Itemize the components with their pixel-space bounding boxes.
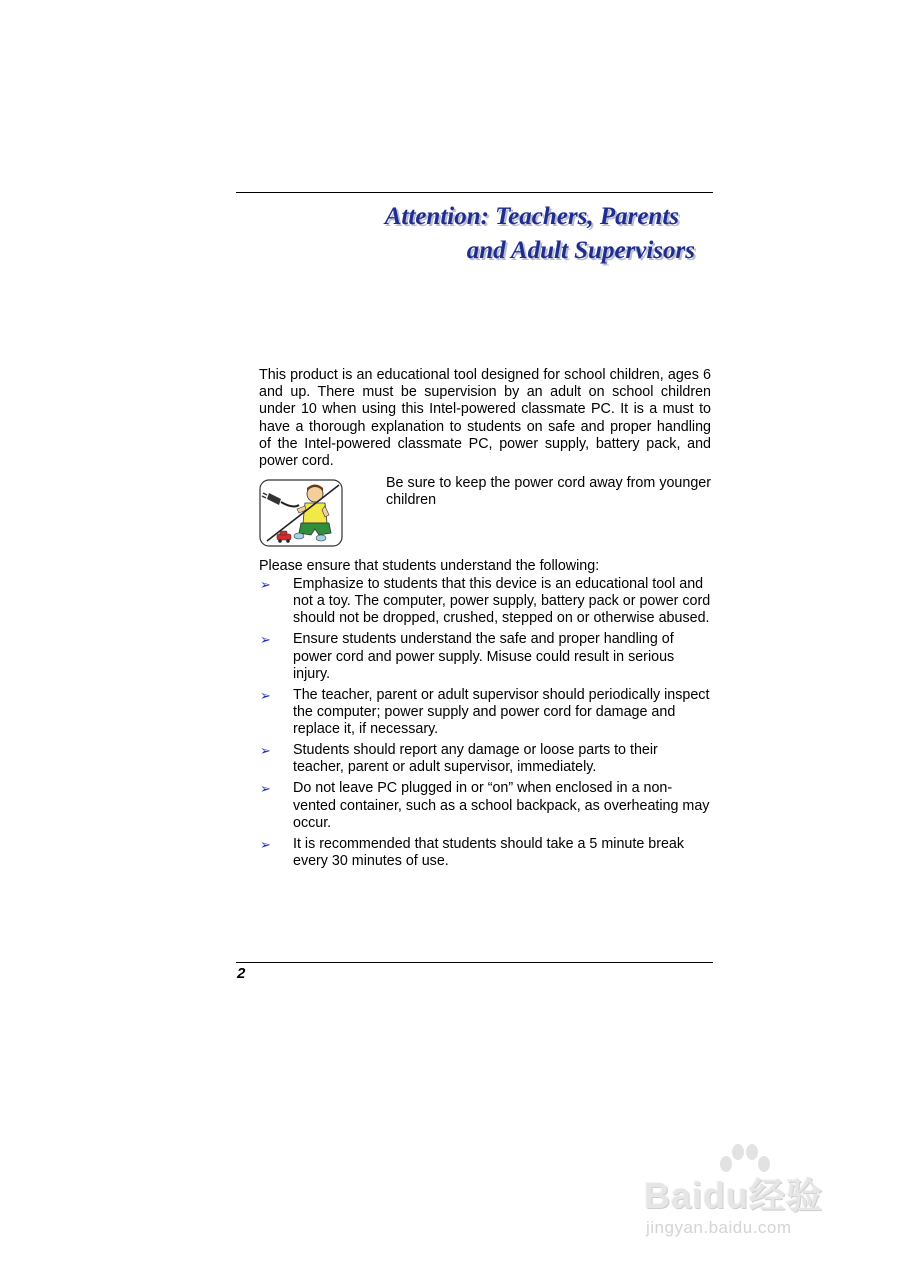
list-item: ➢ Do not leave PC plugged in or “on” when enclosed in a non-vented container, such as a school backpack, as overheating may occur. [260, 780, 710, 831]
page-title [385, 200, 695, 268]
footer-rule [236, 962, 713, 963]
header-rule [236, 192, 713, 193]
list-item: ➢ Ensure students understand the safe and proper handling of power cord and power supply. Misuse could result in serious injury. [260, 631, 675, 682]
arrow-bullet-icon: ➢ [260, 687, 271, 703]
baidu-jingyan-watermark [636, 1140, 856, 1250]
list-item: ➢ Students should report any damage or loose parts to their teacher, parent or adult supervisor, immediately. [260, 742, 658, 776]
ensure-heading: Please ensure that students understand the following: [259, 558, 600, 574]
arrow-bullet-icon: ➢ [260, 632, 271, 648]
page-number: 2 [237, 965, 246, 982]
list-item: ➢ Emphasize to students that this device is an educational tool and not a toy. The computer, power supply, battery pack or power cord should not be dropped, crushed, stepped on or otherwise abused. [260, 576, 711, 627]
watermark-brand: Baidu经验 [644, 1175, 824, 1216]
watermark-url: jingyan.baidu.com [646, 1218, 792, 1237]
power-cord-warning: Be sure to keep the power cord away from younger children [386, 475, 711, 509]
title-line-1: Attention: Teachers, Parents [384, 203, 679, 230]
safety-list [259, 576, 711, 874]
arrow-bullet-icon: ➢ [260, 836, 271, 852]
title-line-2: and Adult Supervisors [466, 237, 695, 264]
list-item: ➢ It is recommended that students should take a 5 minute break every 30 minutes of use. [260, 835, 685, 870]
arrow-bullet-icon: ➢ [260, 577, 271, 592]
arrow-bullet-icon: ➢ [260, 743, 271, 759]
arrow-bullet-icon: ➢ [260, 781, 271, 797]
intro-paragraph: This product is an educational tool designed for school children, ages 6 and up. There must be supervision by an adult on school children under 10 when using this Intel-powered classmate PC. It is a must to have a thorough explanation to students on safe and proper handling of the Intel-powered classmate PC, power supply, battery pack, and power cord. [259, 367, 711, 470]
list-item: ➢ The teacher, parent or adult supervisor should periodically inspect the computer; power supply and power cord for damage and replace it, if necessary. [260, 686, 710, 738]
child-with-power-cord-prohibited-icon [259, 479, 343, 547]
